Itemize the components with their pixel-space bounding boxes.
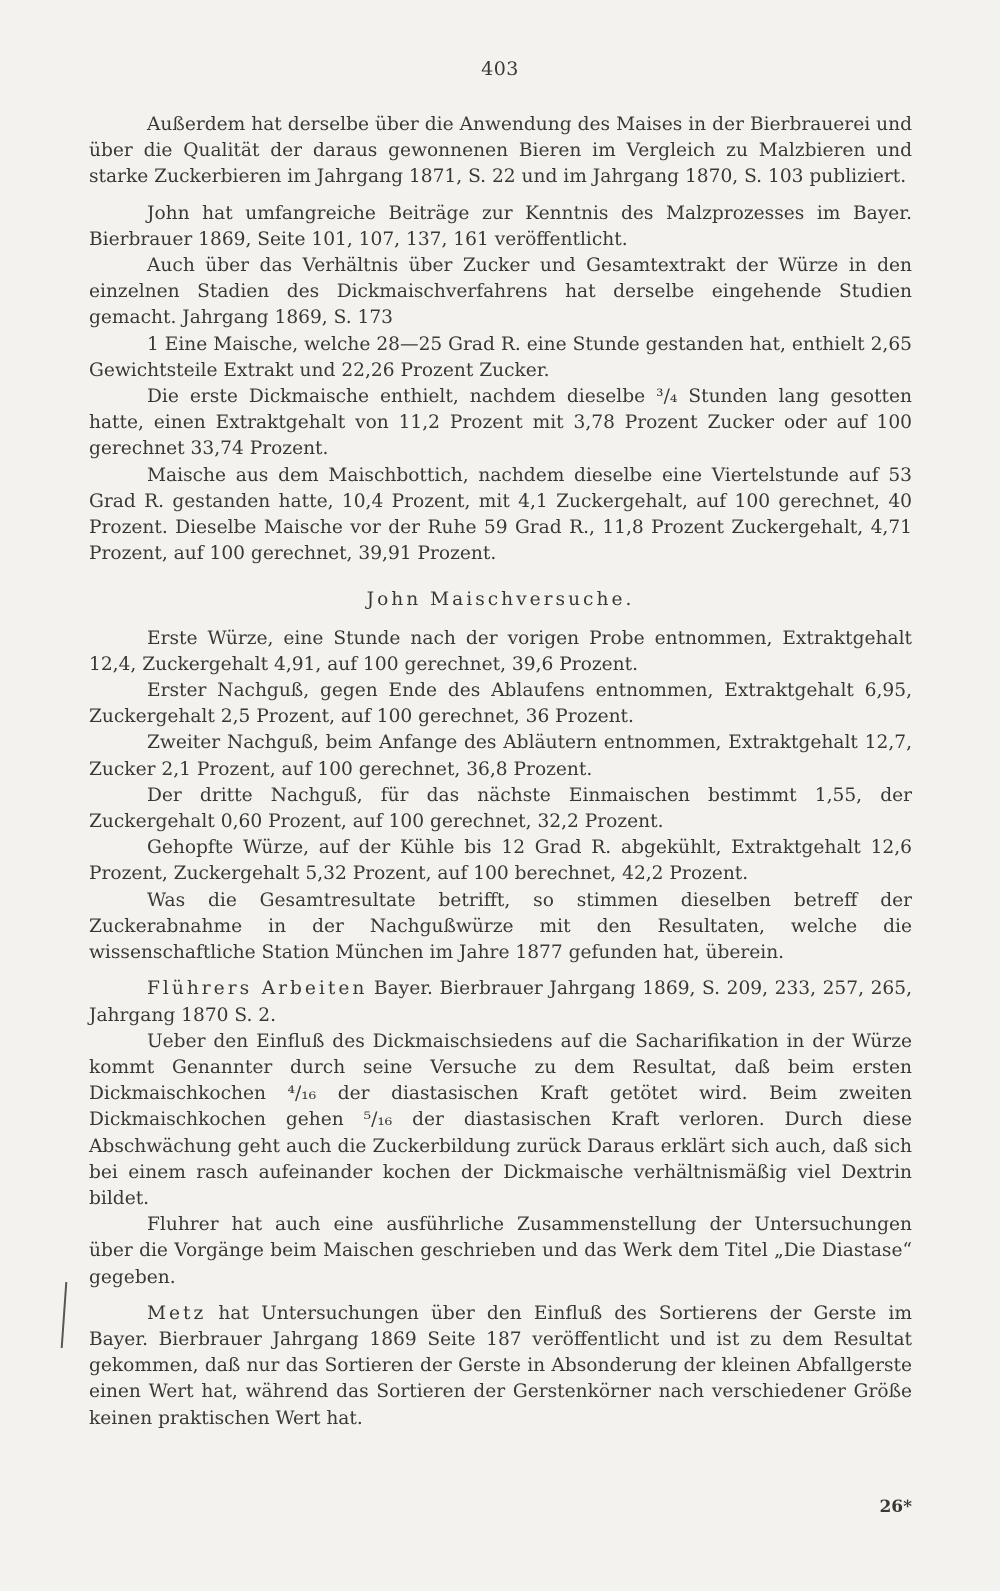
author-name: Metz	[147, 1302, 207, 1324]
page-number: 403	[481, 58, 519, 80]
section-heading: John Maischversuche.	[366, 589, 635, 611]
paragraph: Maische aus dem Maischbottich, nachdem dieselbe eine Viertelstunde auf 53 Grad R. gestanden hatte, 10,4 Prozent, mit 4,1 Zuckergehalt, auf 100 gerechnet, 40 Prozent. Dieselbe Maische vor der Ruhe 59 Grad R., 11,8 Prozent Zuckergehalt, 4,71 Prozent, auf 100 gerechnet, 39,91 Prozent.	[89, 464, 912, 565]
paragraph: Erste Würze, eine Stunde nach der vorigen Probe entnommen, Extraktgehalt 12,4, Zuckergehalt 4,91, auf 100 gerechnet, 39,6 Prozent.	[89, 627, 912, 675]
paragraph: Was die Gesamtresultate betrifft, so stimmen dieselben betreff der Zuckerabnahme in der Nachgußwürze mit den Resultaten, welche die wissenschaftliche Station München im Jahre 1877 gefunden hat, überein.	[89, 889, 912, 964]
paragraph: Die erste Dickmaische enthielt, nachdem dieselbe ³/₄ Stunden lang gesotten hatte, einen Extraktgehalt von 11,2 Prozent mit 3,78 Prozent Zucker oder auf 100 gerechnet 33,74 Prozent.	[89, 386, 912, 460]
paragraph: Gehopfte Würze, auf der Kühle bis 12 Grad R. abgekühlt, Extraktgehalt 12,6 Prozent, Zuckergehalt 5,32 Prozent, auf 100 berechnet, 42,2 Prozent.	[89, 837, 912, 885]
body-text	[89, 112, 912, 1432]
paragraph: Der dritte Nachguß, für das nächste Einmaischen bestimmt 1,55, der Zuckergehalt 0,60 Prozent, auf 100 gerechnet, 32,2 Prozent.	[89, 784, 912, 833]
paragraph-fluhrer	[89, 976, 912, 1028]
paragraph: Außerdem hat derselbe über die Anwendung des Maises in der Bierbrauerei und über die Qualität der daraus gewonnenen Bieren im Vergleich zu Malzbieren und starke Zuckerbieren im Jahrgang 1871, S. 22 und im Jahrgang 1870, S. 103 publiziert.	[89, 114, 912, 188]
paragraph: Erster Nachguß, gegen Ende des Ablaufens entnommen, Extraktgehalt 6,95, Zuckergehalt 2,5 Prozent, auf 100 gerechnet, 36 Prozent.	[89, 680, 912, 728]
paragraph-text: hat Untersuchungen über den Einfluß des Sortierens der Gerste im Bayer. Bierbrauer Jahrgang 1869 Seite 187 veröffentlicht und ist zu dem Resultat gekommen, daß nur das Sortieren der Gerste in Absonderung der kleinen Abfallgerste einen Wert hat, während das Sortieren der Gerstenkörner nach verschiedener Größe keinen praktischen Wert hat.	[89, 1302, 912, 1429]
author-name: Flührers Arbeiten	[147, 978, 368, 1000]
margin-pencil-mark	[61, 1282, 68, 1348]
paragraph: John hat umfangreiche Beiträge zur Kenntnis des Malzprozesses im Bayer. Bierbrauer 1869, Seite 101, 107, 137, 161 veröffentlicht.	[89, 202, 912, 250]
signature-mark: 26*	[879, 1497, 912, 1517]
paragraph: Ueber den Einfluß des Dickmaischsiedens auf die Sacharifikation in der Würze kommt Genannter durch seine Versuche zu dem Resultat, daß beim ersten Dickmaischkochen ⁴/₁₆ der diastasischen Kraft getötet wird. Beim zweiten Dickmaischkochen gehen ⁵/₁₆ der diastasischen Kraft verloren. Durch diese Abschwächung geht auch die Zuckerbildung zurück Daraus erklärt sich auch, daß sich bei einem rasch aufeinander kochen der Dickmaische verhältnismäßig viel Dextrin bildet.	[89, 1030, 912, 1209]
paragraph: 1 Eine Maische, welche 28—25 Grad R. eine Stunde gestanden hat, enthielt 2,65 Gewichtsteile Extrakt und 22,26 Prozent Zucker.	[89, 333, 912, 381]
paragraph-metz	[89, 1301, 912, 1432]
paragraph: Fluhrer hat auch eine ausführliche Zusammenstellung der Untersuchungen über die Vorgänge beim Maischen geschrieben und das Werk dem Titel „Die Diastase“ gegeben.	[89, 1214, 912, 1288]
paragraph: Auch über das Verhältnis über Zucker und Gesamtextrakt der Würze in den einzelnen Stadien des Dickmaischverfahrens hat derselbe eingehende Studien gemacht. Jahrgang 1869, S. 173	[89, 255, 912, 329]
paragraph: Zweiter Nachguß, beim Anfange des Abläutern entnommen, Extraktgehalt 12,7, Zucker 2,1 Prozent, auf 100 gerechnet, 36,8 Prozent.	[89, 732, 912, 780]
paragraph-text: Bayer. Bierbrauer Jahrgang 1869, S. 209, 233, 257, 265, Jahrgang 1870 S. 2.	[89, 978, 912, 1026]
